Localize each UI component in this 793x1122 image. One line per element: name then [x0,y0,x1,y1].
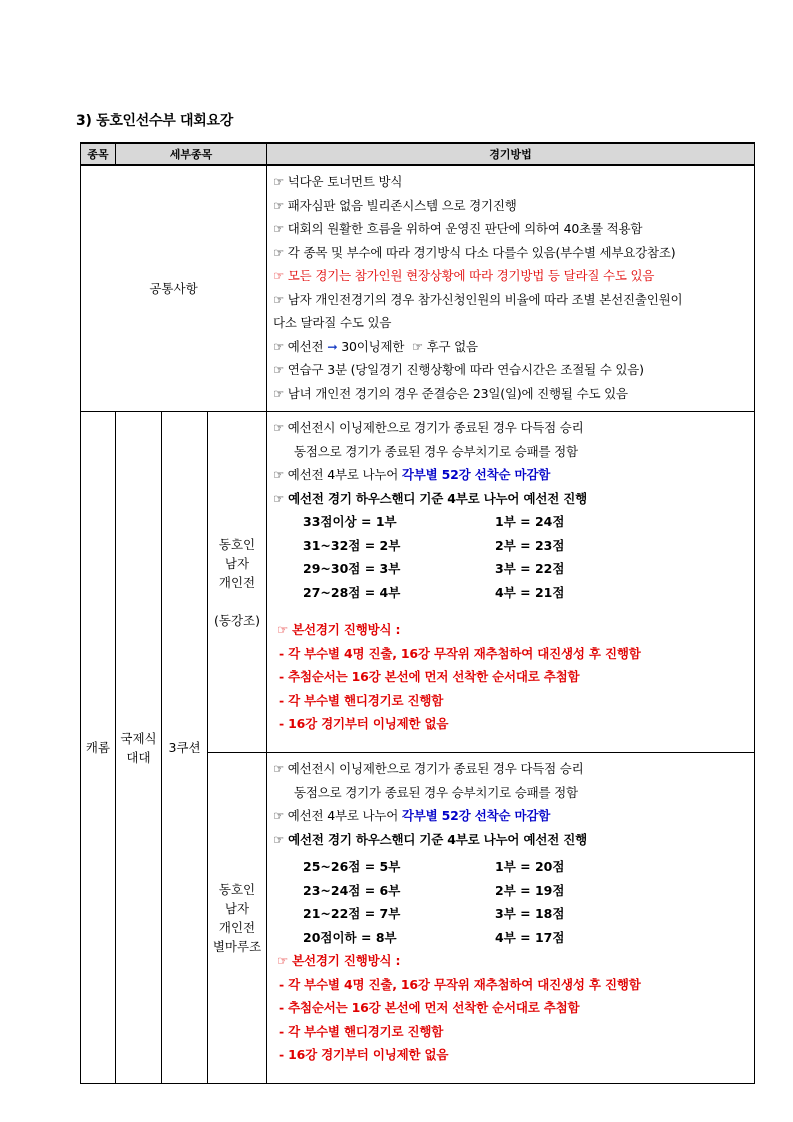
event2-pair-4-left: 20점이하 = 8부 [303,929,397,945]
common-rule-6-cont: 다소 달라질 수도 있음 [273,315,392,330]
event2-pair-2-right: 2부 = 19점 [495,882,565,898]
header-subcategory: 세부종목 [116,143,267,165]
event2-main-item-1: - 각 부수별 4명 진출, 16강 무작위 재추첨하여 대진생성 후 진행함 [279,976,641,992]
event2-main-item-3: - 각 부수별 핸디경기로 진행함 [279,1023,444,1039]
event1-pair-4-right: 4부 = 21점 [495,584,565,600]
rules-table [80,142,755,1084]
common-rule-2: ☞ 패자심판 없음 빌리존시스템 으로 경기진행 [273,197,517,213]
pointing-hand-icon: ☞ [411,338,423,354]
sub-three-cushion: 3쿠션 [162,412,208,1084]
event2-pair-4-right: 4부 = 17점 [495,929,565,945]
event2-line2: 동점으로 경기가 종료된 경우 승부치기로 승패를 정함 [294,784,578,800]
sub-international-table: 국제식 대대 [116,412,162,1084]
event-row-1 [81,412,755,753]
prelim-limit: 30이닝제한 [341,338,405,354]
common-rule-6: ☞ 남자 개인전경기의 경우 참가신청인원의 비율에 따라 조별 본선진출인원이 [273,291,683,307]
common-rule-4: ☞ 각 종목 및 부수에 따라 경기방식 다소 다를수 있음(부수별 세부요강참조) [273,244,676,260]
event1-line4: ☞ 예선전 경기 하우스핸디 기준 4부로 나누어 예선전 진행 [273,490,587,506]
event1-pair-3-right: 3부 = 22점 [495,561,565,576]
event1-line3-prefix: ☞ 예선전 4부로 나누어 [273,467,399,482]
event1-main-item-2: - 추첨순서는 16강 본선에 먼저 선착한 순서대로 추첨함 [279,669,580,684]
event2-line3 [273,804,754,828]
common-rule-1: ☞ 넉다운 토너먼트 방식 [273,174,403,189]
event-rules-2 [267,753,755,1084]
prelim-prefix: ☞ 예선전 [273,338,324,354]
event2-pair-3-right: 3부 = 18점 [495,906,565,921]
event1-line3 [273,463,754,487]
table-header-row [81,143,755,165]
common-rule-prelim [273,335,754,359]
event1-line1: ☞ 예선전시 이닝제한으로 경기가 종료된 경우 다득점 승리 [273,420,584,435]
event1-pair-1-right: 1부 = 24점 [495,514,565,529]
event2-pair-3-left: 21~22점 = 7부 [303,906,401,921]
common-label: 공통사항 [81,165,267,412]
event1-handicap-grid [273,510,754,604]
event2-pair-1-right: 1부 = 20점 [495,859,565,874]
event2-line3-prefix: ☞ 예선전 4부로 나누어 [273,808,399,823]
common-rule-3: ☞ 대회의 원활한 흐름을 위하여 운영진 판단에 의하여 40초룰 적용함 [273,221,643,236]
event1-main-item-4: - 16강 경기부터 이닝제한 없음 [279,716,449,731]
event2-pair-1-left: 25~26점 = 5부 [303,859,401,874]
event1-main-item-3: - 각 부수별 핸디경기로 진행함 [279,692,444,708]
event2-line4: ☞ 예선전 경기 하우스핸디 기준 4부로 나누어 예선전 진행 [273,831,587,847]
event1-main-item-1: - 각 부수별 4명 진출, 16강 무작위 재추첨하여 대진생성 후 진행함 [279,645,641,661]
common-rule-5: ☞ 모든 경기는 참가인원 현장상황에 따라 경기방법 등 달라질 수도 있음 [273,268,655,283]
event2-line1: ☞ 예선전시 이닝제한으로 경기가 종료된 경우 다득점 승리 [273,761,584,776]
right-arrow-icon: ➞ [327,338,338,354]
event1-main-title: ☞ 본선경기 진행방식 : [277,622,401,637]
prelim-rest: 후구 없음 [426,338,478,354]
event2-main-title: ☞ 본선경기 진행방식 : [277,953,401,968]
event2-main-item-4: - 16강 경기부터 이닝제한 없음 [279,1047,449,1062]
event2-deadline: 각부별 52강 선착순 마감함 [401,808,551,823]
category-carom: 캐롬 [81,412,116,1084]
event1-pair-2-left: 31~32점 = 2부 [303,537,401,553]
common-rule-8: ☞ 남녀 개인전 경기의 경우 준결승은 23일(일)에 진행될 수도 있음 [273,385,628,401]
event1-pair-2-right: 2부 = 23점 [495,537,565,553]
event-label-2: 동호인 남자 개인전 별마루조 [208,753,267,1084]
event2-pair-2-left: 23~24점 = 6부 [303,882,401,898]
event-rules-1 [267,412,755,753]
common-rules [267,165,755,412]
event2-main-item-2: - 추첨순서는 16강 본선에 먼저 선착한 순서대로 추첨함 [279,1000,580,1015]
event1-deadline: 각부별 52강 선착순 마감함 [401,467,551,482]
event2-handicap-grid [273,851,754,949]
header-method: 경기방법 [267,143,755,165]
header-category: 종목 [81,143,116,165]
common-rule-7: ☞ 연습구 3분 (당일경기 진행상황에 따라 연습시간은 조절될 수 있음) [273,362,644,377]
event-label-1: 동호인 남자 개인전 (동강조) [208,412,267,753]
event1-pair-1-left: 33점이상 = 1부 [303,514,397,529]
event1-pair-4-left: 27~28점 = 4부 [303,584,401,600]
event1-pair-3-left: 29~30점 = 3부 [303,561,401,576]
section-heading: 3) 동호인선수부 대회요강 [76,113,233,129]
common-row [81,165,755,412]
event1-line2: 동점으로 경기가 종료된 경우 승부치기로 승패를 정함 [294,443,578,459]
